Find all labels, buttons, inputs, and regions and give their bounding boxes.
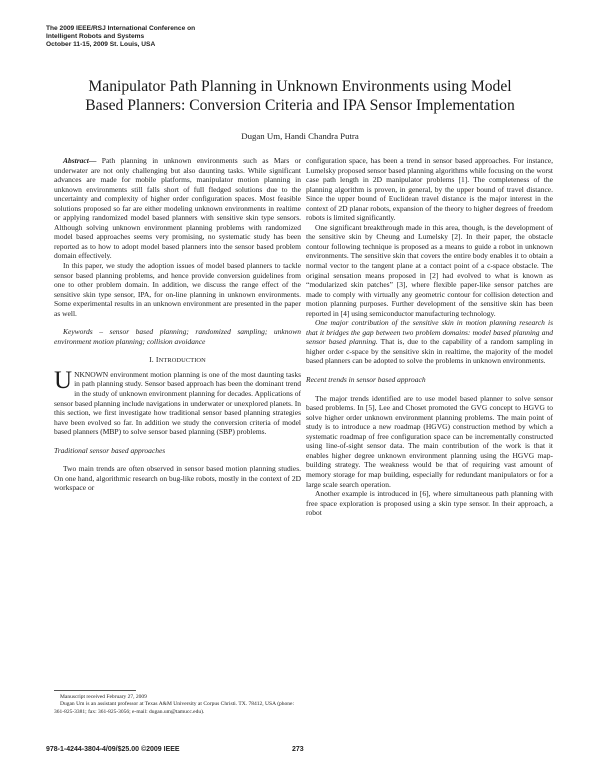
footnote-author-info: Dugan Um is an assistant professor at Texas A&M University at Corpus Christi. TX. 78412, USA (phone: 361-825-3381; fax: 361-825-3056; e-mail: dugan.um@tamucc.edu). — [54, 701, 294, 715]
abstract-paragraph-2: In this paper, we study the adoption issues of model based planners to tackle sensor based planning problems, and hence provide conversion guidelines from one to other problem domain. In addition, we discuss the range effect of the sensitive skin type sensor, IPA, for on-line planning in unknown environments. Some experimental results in an unknown environment are presented in the paper as well. — [54, 261, 301, 318]
abstract-paragraph-1 — [54, 156, 301, 261]
subheading-traditional: Traditional sensor based approaches — [54, 445, 166, 455]
footnotes — [54, 694, 294, 716]
keywords: Keywords – sensor based planning; randomized sampling; unknown environment motion planning; collision avoidance — [54, 327, 301, 346]
intro-paragraph-1 — [54, 366, 301, 437]
page-number: 273 — [292, 746, 304, 753]
right-paragraph-2: One significant breakthrough made in this area, though, is the development of the sensitive skin by Cheung and Lumelsky [2]. In their paper, the obstacle contour following technique is proposed as a means to guide a robot in unknown environments. The sensitive skin that covers the entire body enables it to obtain a normal vector to the tangent plane at a contact point of a c-space obstacle. The original sensation means proposed in [2] had evolved to what is known as “modularized skin patches” [3], where flexible paper-like sensor patches are made to comply with virtually any geometric contour for collision detection and motion planning purposes. Further development of the sensitive skin has been reported in [4] using semiconductor manufacturing technology. — [306, 222, 553, 318]
section-number: I. — [149, 355, 156, 365]
left-column — [54, 156, 301, 493]
section-heading-rest: NTRODUCTION — [158, 357, 206, 365]
conference-line-3: October 11-15, 2009 St. Louis, USA — [46, 41, 156, 49]
paper-title — [40, 77, 560, 115]
contribution-italic: One major contribution of the sensitive skin in motion planning research is that it bridges the gap between two problem domains: model based planning and sensor based planning. — [306, 318, 553, 347]
footnote-divider — [54, 690, 136, 691]
title-line-1: Manipulator Path Planning in Unknown Environments using Model — [88, 78, 512, 95]
intro-first-word: NKNOWN — [74, 369, 109, 379]
conference-line-2: Intelligent Robots and Systems — [46, 33, 145, 41]
footer-isbn: 978-1-4244-3804-4/09/$25.00 ©2009 IEEE — [46, 746, 180, 753]
right-paragraph-4: The major trends identified are to use model based planner to solve sensor based problems. In [5], Lee and Choset promoted the GVG concept to HGVG to solve higher order unknown environment planning problems. The main point of study is to introduce a new roadmap (HGVG) construction method by which a systematic roadmap of free configuration space can be incrementally constructed using line-of-sight sensor data. The main contribution of the work is that it enables higher degree unknown environment planning using the HGVG map-building strategy. The weakness would be that of requiring vast amount of memory storage for map building, especially for redundant manipulators or for a large scale search operation. — [306, 393, 553, 489]
title-line-2: Based Planners: Conversion Criteria and IPA Sensor Implementation — [85, 97, 515, 114]
right-paragraph-1: configuration space, has been a trend in sensor based approaches. For instance, Lumelsky proposed sensor based planning algorithms while focusing on the worst case path length in 2D manipulator problems [1]. The completeness of the planning algorithm is proven, in general, by the upper bound of travel distance. Since the upper bound of Euclidean travel distance is the major interest in the context of 2D planar robots, expansion of the theory to higher degrees of freedom robots is limited significantly. — [306, 156, 553, 223]
right-column — [306, 156, 553, 518]
abstract-dash: — — [88, 156, 102, 165]
intro-paragraph-2: Two main trends are often observed in sensor based motion planning studies. On one hand, algorithmic research on bug-like robots, mostly in the context of 2D workspace or — [54, 464, 301, 493]
right-paragraph-3 — [306, 318, 553, 366]
contribution-text: That is, due to the capability of a random sampling in higher order c-space by the sensitive skin in realtime, the majority of the model based planners can be adopted to solve the problems in unknown environments. — [306, 337, 554, 366]
abstract-label: Abstract — [63, 156, 89, 165]
right-paragraph-5: Another example is introduced in [6], where simultaneous path planning with free space exploration is proposed using a skin type sensor. In their approach, a robot — [306, 489, 553, 518]
intro-text-1: environment motion planning is one of the most daunting tasks in path planning study. Sensor based approach has been the dominant trend in the study of unknown environment planning for decades. Applications of sensor based planning include navigations in underwater or unexplored planets. In this section, we first investigate how traditional sensor based planning strategies have been evolved so far. In addition we study the conversion criteria of model based planners (MBP) to solve sensor based planning (SBP) problems. — [54, 369, 301, 437]
drop-cap: U — [54, 366, 73, 394]
conference-line-1: The 2009 IEEE/RSJ International Conference on — [46, 25, 196, 32]
section-heading-introduction — [54, 355, 301, 366]
conference-header — [46, 25, 306, 50]
abstract-text-1: Path planning in unknown environments such as Mars or underwater are not only challenging but also daunting tasks. While significant advances are made for mobile platforms, manipulator motion planning in unknown environments still falls short of full fledged solutions due to the uncertainty and complexity of higher order configuration spaces. Most feasible solutions proposed so far are either modeling unknown environments in realtime or applying randomized model based planners with sensitive skin type sensors. Although solving unknown environment planning problems with randomized model based approaches seems very promising, no systematic study has been reported as to how to adopt model based planners into the sensor based problem domain effectively. — [54, 156, 302, 261]
footnote-received: Manuscript received February 27, 2009 — [60, 694, 147, 700]
subheading-recent-trends: Recent trends in sensor based approach — [306, 375, 426, 385]
author-list: Dugan Um, Handi Chandra Putra — [241, 131, 359, 141]
section-heading-initial: I — [155, 355, 159, 365]
